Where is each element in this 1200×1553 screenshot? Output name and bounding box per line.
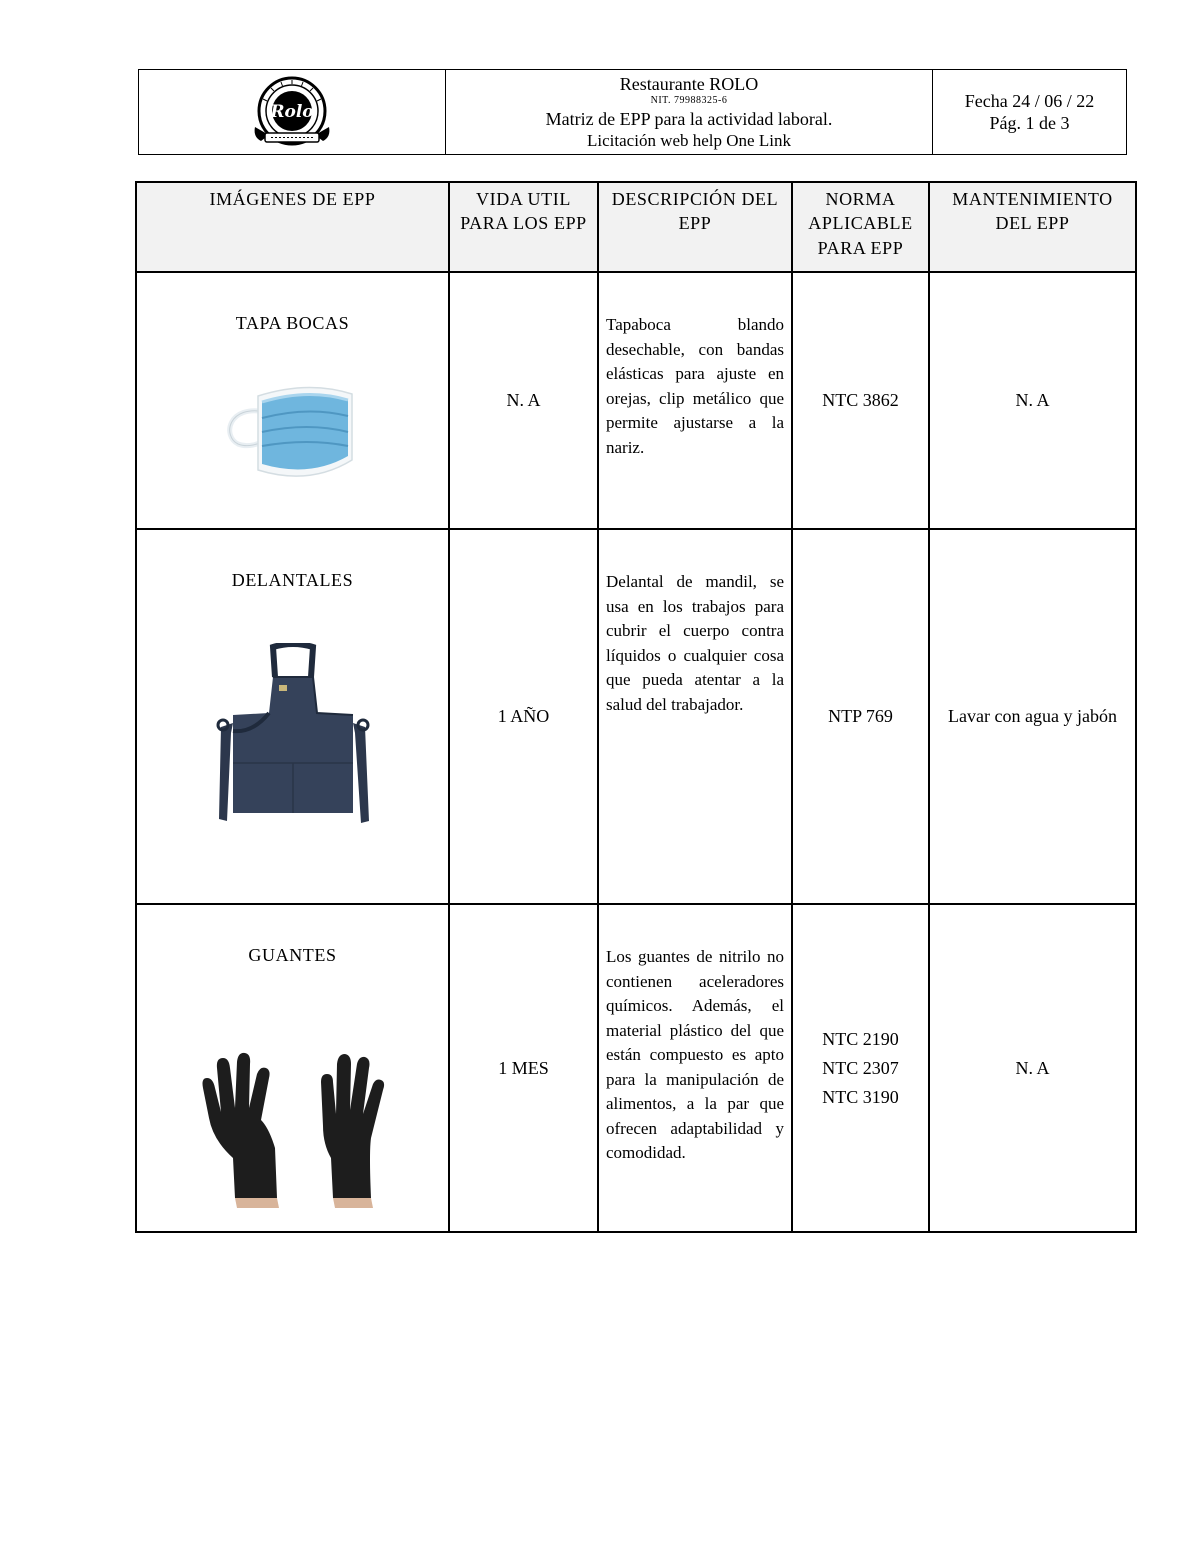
epp-description-cell <box>598 272 792 529</box>
restaurant-logo <box>251 75 333 149</box>
company-name: Restaurante ROLO <box>619 73 759 94</box>
svg-text:Rolo: Rolo <box>270 102 314 122</box>
epp-description: Los guantes de nitrilo no contienen aceleradores químicos. Además, el material plástico del que están compuesto es apto para la manipulación de alimentos, a la par que ofrecen adaptabilidad y comodidad. <box>606 947 784 1162</box>
epp-life: 1 MES <box>449 904 598 1232</box>
epp-maintenance: N. A <box>929 272 1136 529</box>
epp-norm: NTC 2307 <box>822 1057 899 1078</box>
epp-life: N. A <box>449 272 598 529</box>
document-subtitle: Licitación web help One Link <box>587 131 791 151</box>
epp-name: DELANTALES <box>231 570 354 590</box>
epp-name: GUANTES <box>248 945 337 965</box>
epp-image-cell <box>136 272 449 529</box>
epp-norm: NTC 3862 <box>822 390 899 410</box>
epp-norm-cell <box>792 529 929 904</box>
table-row <box>136 904 1136 1232</box>
epp-description: Delantal de mandil, se usa en los trabajos para cubrir el cuerpo contra líquidos o cualquier cosa que pueda atentar a la salud del trabajador. <box>606 572 784 714</box>
epp-image-cell <box>136 529 449 904</box>
document-header <box>138 69 1127 155</box>
epp-description-cell <box>598 904 792 1232</box>
epp-description: Tapaboca blando desechable, con bandas elásticas para ajuste en orejas, clip metálico que permite ajustarse a la nariz. <box>606 315 784 457</box>
page-number: Pág. 1 de 3 <box>989 113 1070 133</box>
column-header-maintenance: MANTENIMIENTO DEL EPP <box>929 182 1136 272</box>
header-date-cell <box>933 70 1127 155</box>
epp-norm: NTC 3190 <box>822 1086 899 1107</box>
apron-image <box>213 643 373 833</box>
epp-matrix-table <box>135 181 1137 1233</box>
company-nit: NIT. 79988325-6 <box>650 95 728 107</box>
epp-description-cell <box>598 529 792 904</box>
epp-image-cell <box>136 904 449 1232</box>
epp-norm: NTC 2190 <box>822 1028 899 1049</box>
epp-maintenance: Lavar con agua y jabón <box>929 529 1136 904</box>
epp-life: 1 AÑO <box>449 529 598 904</box>
column-header-life: VIDA UTIL PARA LOS EPP <box>449 182 598 272</box>
epp-norm: NTP 769 <box>828 706 893 726</box>
epp-norm-cell <box>792 272 929 529</box>
epp-maintenance: N. A <box>929 904 1136 1232</box>
table-header-row <box>136 182 1136 272</box>
nitrile-gloves-image <box>183 1048 403 1208</box>
column-header-description: DESCRIPCIÓN DEL EPP <box>598 182 792 272</box>
document-date: Fecha 24 / 06 / 22 <box>964 90 1095 111</box>
epp-norm-cell <box>792 904 929 1232</box>
document-title: Matriz de EPP para la actividad laboral. <box>545 108 833 129</box>
table-row <box>136 272 1136 529</box>
face-mask-image <box>218 374 368 494</box>
epp-name: TAPA BOCAS <box>235 313 350 333</box>
table-row <box>136 529 1136 904</box>
header-title-cell <box>446 70 933 155</box>
column-header-norm: NORMA APLICABLE PARA EPP <box>792 182 929 272</box>
column-header-images: IMÁGENES DE EPP <box>136 182 449 272</box>
logo-cell <box>139 70 446 155</box>
